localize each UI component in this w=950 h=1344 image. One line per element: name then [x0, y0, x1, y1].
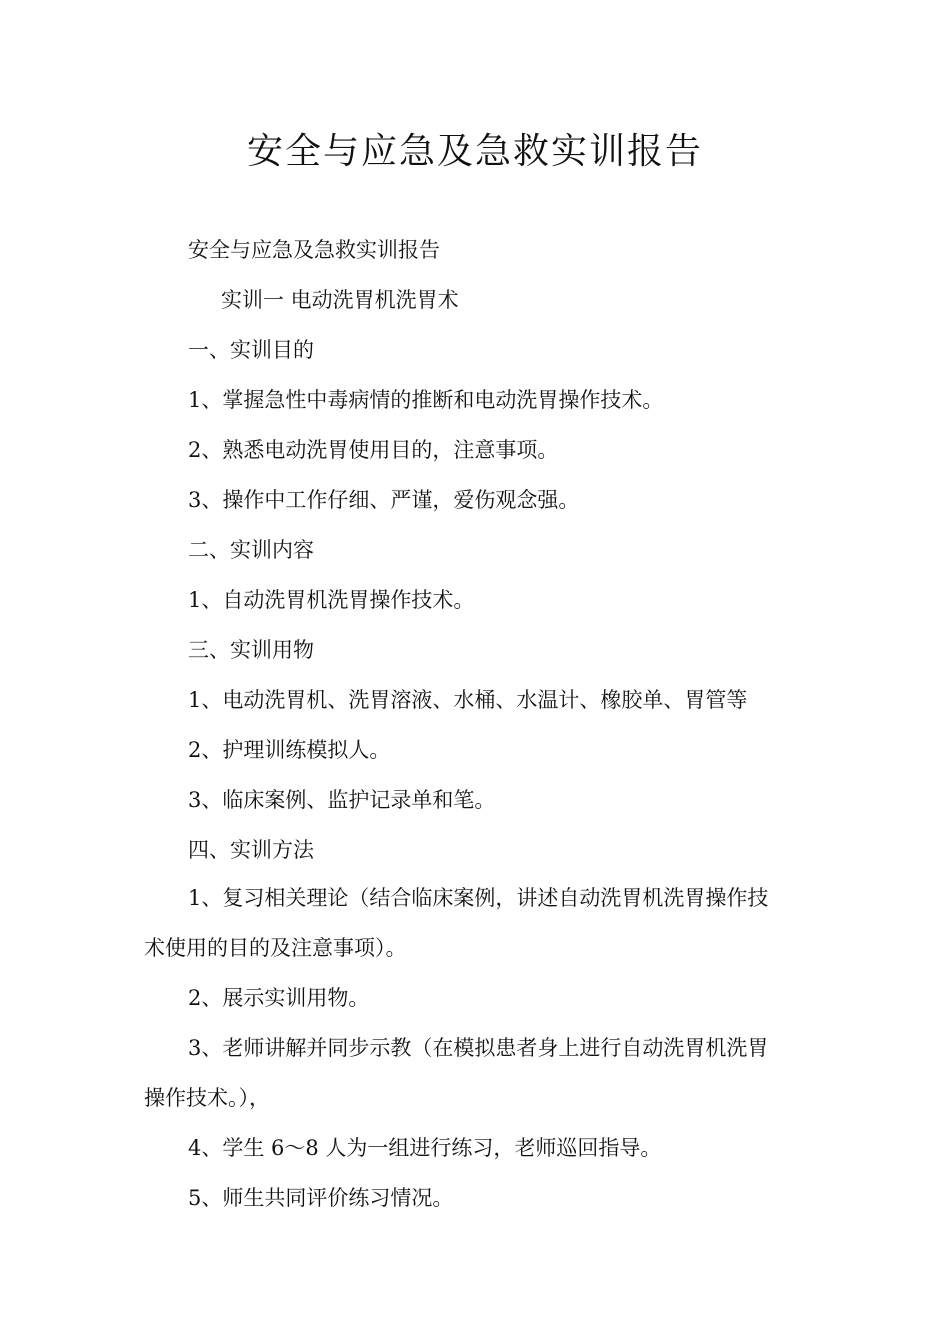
paragraph-item: 2、熟悉电动洗胃使用目的，注意事项。 [188, 438, 559, 462]
paragraph-item-continued: 操作技术。）， [144, 1086, 270, 1110]
paragraph-item: 3、老师讲解并同步示教（在模拟患者身上进行自动洗胃机洗胃 [188, 1036, 769, 1060]
paragraph-item: 2、护理训练模拟人。 [188, 738, 391, 762]
paragraph-item-continued: 术使用的目的及注意事项）。 [144, 936, 407, 960]
paragraph-heading-methods: 四、实训方法 [188, 838, 314, 862]
paragraph-item: 3、操作中工作仔细、严谨，爱伤观念强。 [188, 488, 580, 512]
paragraph-section-heading: 实训一 电动洗胃机洗胃术 [221, 288, 459, 312]
paragraph-heading-materials: 三、实训用物 [188, 638, 314, 662]
document-title: 安全与应急及急救实训报告 [246, 131, 703, 172]
paragraph-item: 1、电动洗胃机、洗胃溶液、水桶、水温计、橡胶单、胃管等 [188, 688, 748, 712]
paragraph-heading-content: 二、实训内容 [188, 538, 314, 562]
paragraph-item: 1、复习相关理论（结合临床案例，讲述自动洗胃机洗胃操作技 [188, 886, 769, 910]
paragraph-item: 5、师生共同评价练习情况。 [188, 1186, 454, 1210]
paragraph-item: 2、展示实训用物。 [188, 986, 370, 1010]
paragraph-subtitle: 安全与应急及急救实训报告 [188, 238, 440, 262]
paragraph-item: 1、自动洗胃机洗胃操作技术。 [188, 588, 475, 612]
paragraph-heading-objective: 一、实训目的 [188, 338, 314, 362]
paragraph-item: 4、学生 6～8 人为一组进行练习，老师巡回指导。 [188, 1136, 662, 1160]
paragraph-item: 3、临床案例、监护记录单和笔。 [188, 788, 496, 812]
paragraph-item: 1、掌握急性中毒病情的推断和电动洗胃操作技术。 [188, 388, 664, 412]
